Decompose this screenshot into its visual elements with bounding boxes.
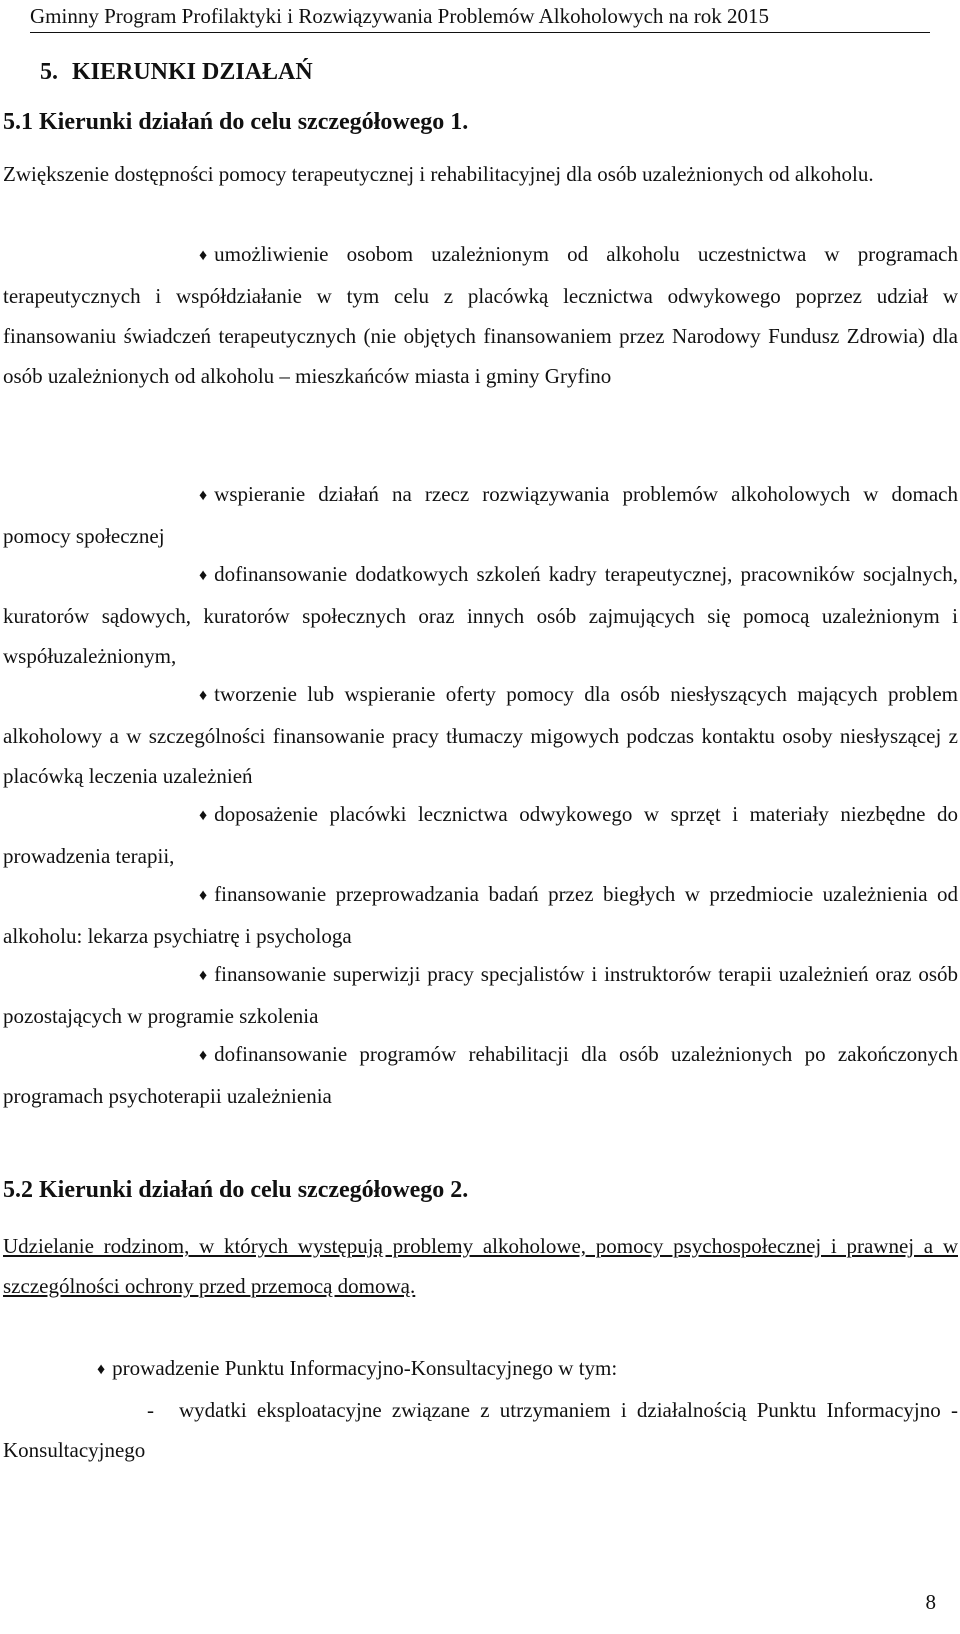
diamond-icon: ♦	[97, 1361, 106, 1378]
header-title: Gminny Program Profilaktyki i Rozwiązywania Problemów Alkoholowych na rok 2015	[30, 4, 769, 28]
diamond-icon: ♦	[199, 1047, 208, 1064]
bullet-text: prowadzenie Punktu Informacyjno-Konsultacyjnego w tym:	[112, 1356, 618, 1380]
bullet-text: wspieranie działań na rzecz rozwiązywania problemów alkoholowych w domach pomocy społecznej	[3, 482, 958, 548]
bullet-item-1	[3, 234, 958, 396]
diamond-icon: ♦	[199, 807, 208, 824]
bullet-item-7	[3, 954, 958, 1036]
bullet-item-8	[3, 1034, 958, 1116]
subsection-1-goal-text: Zwiększenie dostępności pomocy terapeutycznej i rehabilitacyjnej dla osób uzależnionych od alkoholu.	[3, 162, 874, 186]
bullet-text: dofinansowanie dodatkowych szkoleń kadry terapeutycznej, pracowników socjalnych, kuratorów sądowych, kuratorów społecznych oraz innych osób zajmujących się pomocą uzależnionym i współuzależnionym,	[3, 562, 958, 668]
diamond-icon: ♦	[199, 967, 208, 984]
sub-item-1	[3, 1390, 958, 1470]
section-heading	[40, 58, 313, 86]
page-number: 8	[925, 1590, 936, 1614]
bullet-text: umożliwienie osobom uzależnionym od alkoholu uczestnictwa w programach terapeutycznych i współdziałanie w tym celu z placówką lecznictwa odwykowego poprzez udział w finansowaniu świadczeń terapeutycznych (nie objętych finansowaniem przez Narodowy Fundusz Zdrowia) dla osób uzależnionych od alkoholu – mieszkańców miasta i gminy Gryfino	[3, 242, 958, 388]
bullet-item-5	[3, 794, 958, 876]
subsection-1-heading: 5.1 Kierunki działań do celu szczegółowego 1.	[3, 109, 469, 135]
subsection-2-goal	[3, 1226, 958, 1306]
bullet-text: dofinansowanie programów rehabilitacji dla osób uzależnionych po zakończonych programach psychoterapii uzależnienia	[3, 1042, 958, 1108]
bullet-item-9	[3, 1348, 958, 1390]
section-title: KIERUNKI DZIAŁAŃ	[72, 59, 313, 85]
subsection-2-goal-text: Udzielanie rodzinom, w których występują problemy alkoholowe, pomocy psychospołecznej i prawnej a w szczególności ochrony przed przemocą domową.	[3, 1234, 958, 1298]
diamond-icon: ♦	[199, 687, 208, 704]
diamond-icon: ♦	[199, 567, 208, 584]
bullet-item-4	[3, 674, 958, 796]
subsection-2-heading: 5.2 Kierunki działań do celu szczegółowego 2.	[3, 1177, 469, 1203]
bullet-text: finansowanie superwizji pracy specjalistów i instruktorów terapii uzależnień oraz osób pozostających w programie szkolenia	[3, 962, 958, 1028]
bullet-text: doposażenie placówki lecznictwa odwykowego w sprzęt i materiały niezbędne do prowadzenia terapii,	[3, 802, 958, 868]
running-header	[30, 4, 930, 33]
bullet-text: tworzenie lub wspieranie oferty pomocy dla osób niesłyszących mających problem alkoholowy a w szczególności finansowanie pracy tłumaczy migowych podczas kontaktu osoby niesłyszącej z placówką leczenia uzależnień	[3, 682, 958, 788]
subsection-1-goal	[3, 154, 958, 194]
bullet-item-6	[3, 874, 958, 956]
dash-marker: -	[147, 1398, 154, 1422]
sub-item-text: wydatki eksploatacyjne związane z utrzymaniem i działalnością Punktu Informacyjno -Konsultacyjnego	[3, 1398, 958, 1462]
diamond-icon: ♦	[199, 487, 208, 504]
diamond-icon: ♦	[199, 247, 208, 264]
diamond-icon: ♦	[199, 887, 208, 904]
section-number: 5.	[40, 59, 58, 85]
bullet-item-2	[3, 474, 958, 556]
bullet-text: finansowanie przeprowadzania badań przez biegłych w przedmiocie uzależnienia od alkoholu: lekarza psychiatrę i psychologa	[3, 882, 958, 948]
bullet-item-3	[3, 554, 958, 676]
